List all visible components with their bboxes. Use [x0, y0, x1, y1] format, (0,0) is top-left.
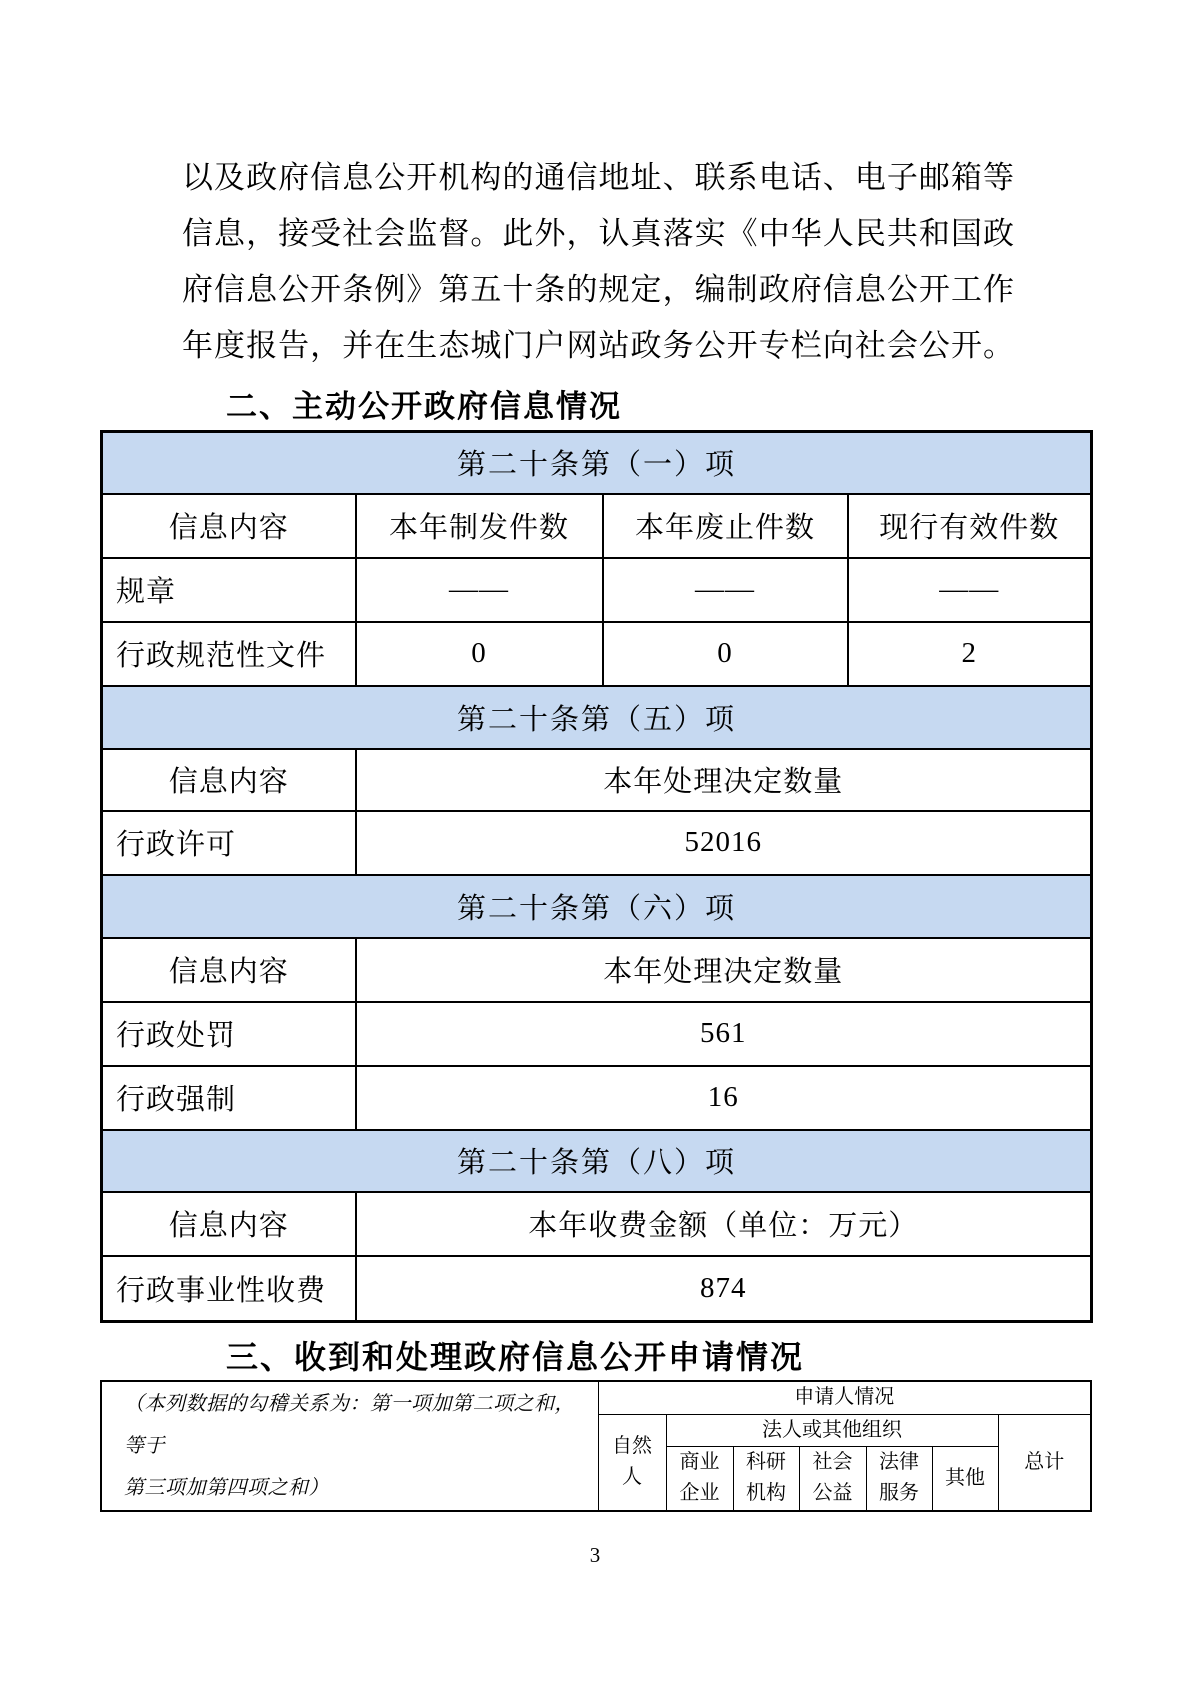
page-number: 3 [589, 1543, 601, 1567]
band-article20-item5: 第二十条第（五）项 [102, 686, 1092, 749]
col-header-social-welfare: 社会公益 [799, 1446, 866, 1511]
row-label-regulations: 规章 [102, 558, 356, 622]
table-row [102, 1002, 1092, 1066]
col-header-info-content: 信息内容 [102, 1192, 356, 1256]
band-article20-item6: 第二十条第（六）项 [102, 875, 1092, 938]
col-header-fees-amount: 本年收费金额（单位：万元） [356, 1192, 1092, 1256]
table-row [102, 558, 1092, 622]
section-three-heading: 三、收到和处理政府信息公开申请情况 [226, 1339, 805, 1375]
header-legal-or-other-org: 法人或其他组织 [666, 1414, 998, 1446]
cell-value: 0 [356, 622, 603, 686]
band-article20-item8: 第二十条第（八）项 [102, 1130, 1092, 1192]
cell-value: 16 [356, 1066, 1092, 1130]
cell-value: 874 [356, 1256, 1092, 1322]
paragraph-line: 年度报告，并在生态城门户网站政务公开专栏向社会公开。 [182, 328, 1014, 363]
table-row [102, 1066, 1092, 1130]
col-header-total: 总计 [998, 1414, 1091, 1511]
cell-value: —— [356, 558, 603, 622]
col-header-research-institution: 科研机构 [733, 1446, 799, 1511]
col-header-info-content: 信息内容 [102, 938, 356, 1002]
cell-value: 561 [356, 1002, 1092, 1066]
table-proactive-disclosure [100, 430, 1093, 1323]
note-reconciliation [101, 1381, 598, 1511]
col-header-decisions-count: 本年处理决定数量 [356, 938, 1092, 1002]
col-header-decisions-count: 本年处理决定数量 [356, 749, 1092, 811]
cell-value: 52016 [356, 811, 1092, 875]
row-label-admin-coercion: 行政强制 [102, 1066, 356, 1130]
row-label-admin-fees: 行政事业性收费 [102, 1256, 356, 1322]
col-header-other: 其他 [932, 1446, 998, 1511]
paragraph-line: 以及政府信息公开机构的通信地址、联系电话、电子邮箱等 [182, 160, 1014, 195]
note-line: （本列数据的勾稽关系为：第一项加第二项之和，等于 [124, 1393, 575, 1457]
table-row [102, 1256, 1092, 1322]
table-row [102, 622, 1092, 686]
header-applicant-status: 申请人情况 [598, 1381, 1091, 1414]
col-header-info-content: 信息内容 [102, 494, 356, 558]
col-header-commercial-enterprise: 商业企业 [666, 1446, 733, 1511]
cell-value: —— [603, 558, 848, 622]
table-row [102, 811, 1092, 875]
cell-value: —— [848, 558, 1092, 622]
col-header-effective-count: 现行有效件数 [848, 494, 1092, 558]
cell-value: 0 [603, 622, 848, 686]
note-line: 第三项加第四项之和） [124, 1477, 329, 1499]
col-header-legal-services: 法律服务 [866, 1446, 932, 1511]
body-paragraph [182, 150, 1014, 374]
row-label-admin-penalty: 行政处罚 [102, 1002, 356, 1066]
table-applications [100, 1380, 1092, 1512]
col-header-issued-count: 本年制发件数 [356, 494, 603, 558]
band-article20-item1: 第二十条第（一）项 [102, 432, 1092, 494]
paragraph-line: 信息，接受社会监督。此外，认真落实《中华人民共和国政 [182, 216, 1014, 251]
col-header-repealed-count: 本年废止件数 [603, 494, 848, 558]
col-header-info-content: 信息内容 [102, 749, 356, 811]
section-two-heading: 二、主动公开政府信息情况 [226, 389, 622, 424]
paragraph-line: 府信息公开条例》第五十条的规定，编制政府信息公开工作 [182, 272, 1014, 307]
row-label-normative-documents: 行政规范性文件 [102, 622, 356, 686]
col-header-natural-person: 自然人 [598, 1414, 666, 1511]
cell-value: 2 [848, 622, 1092, 686]
row-label-admin-license: 行政许可 [102, 811, 356, 875]
